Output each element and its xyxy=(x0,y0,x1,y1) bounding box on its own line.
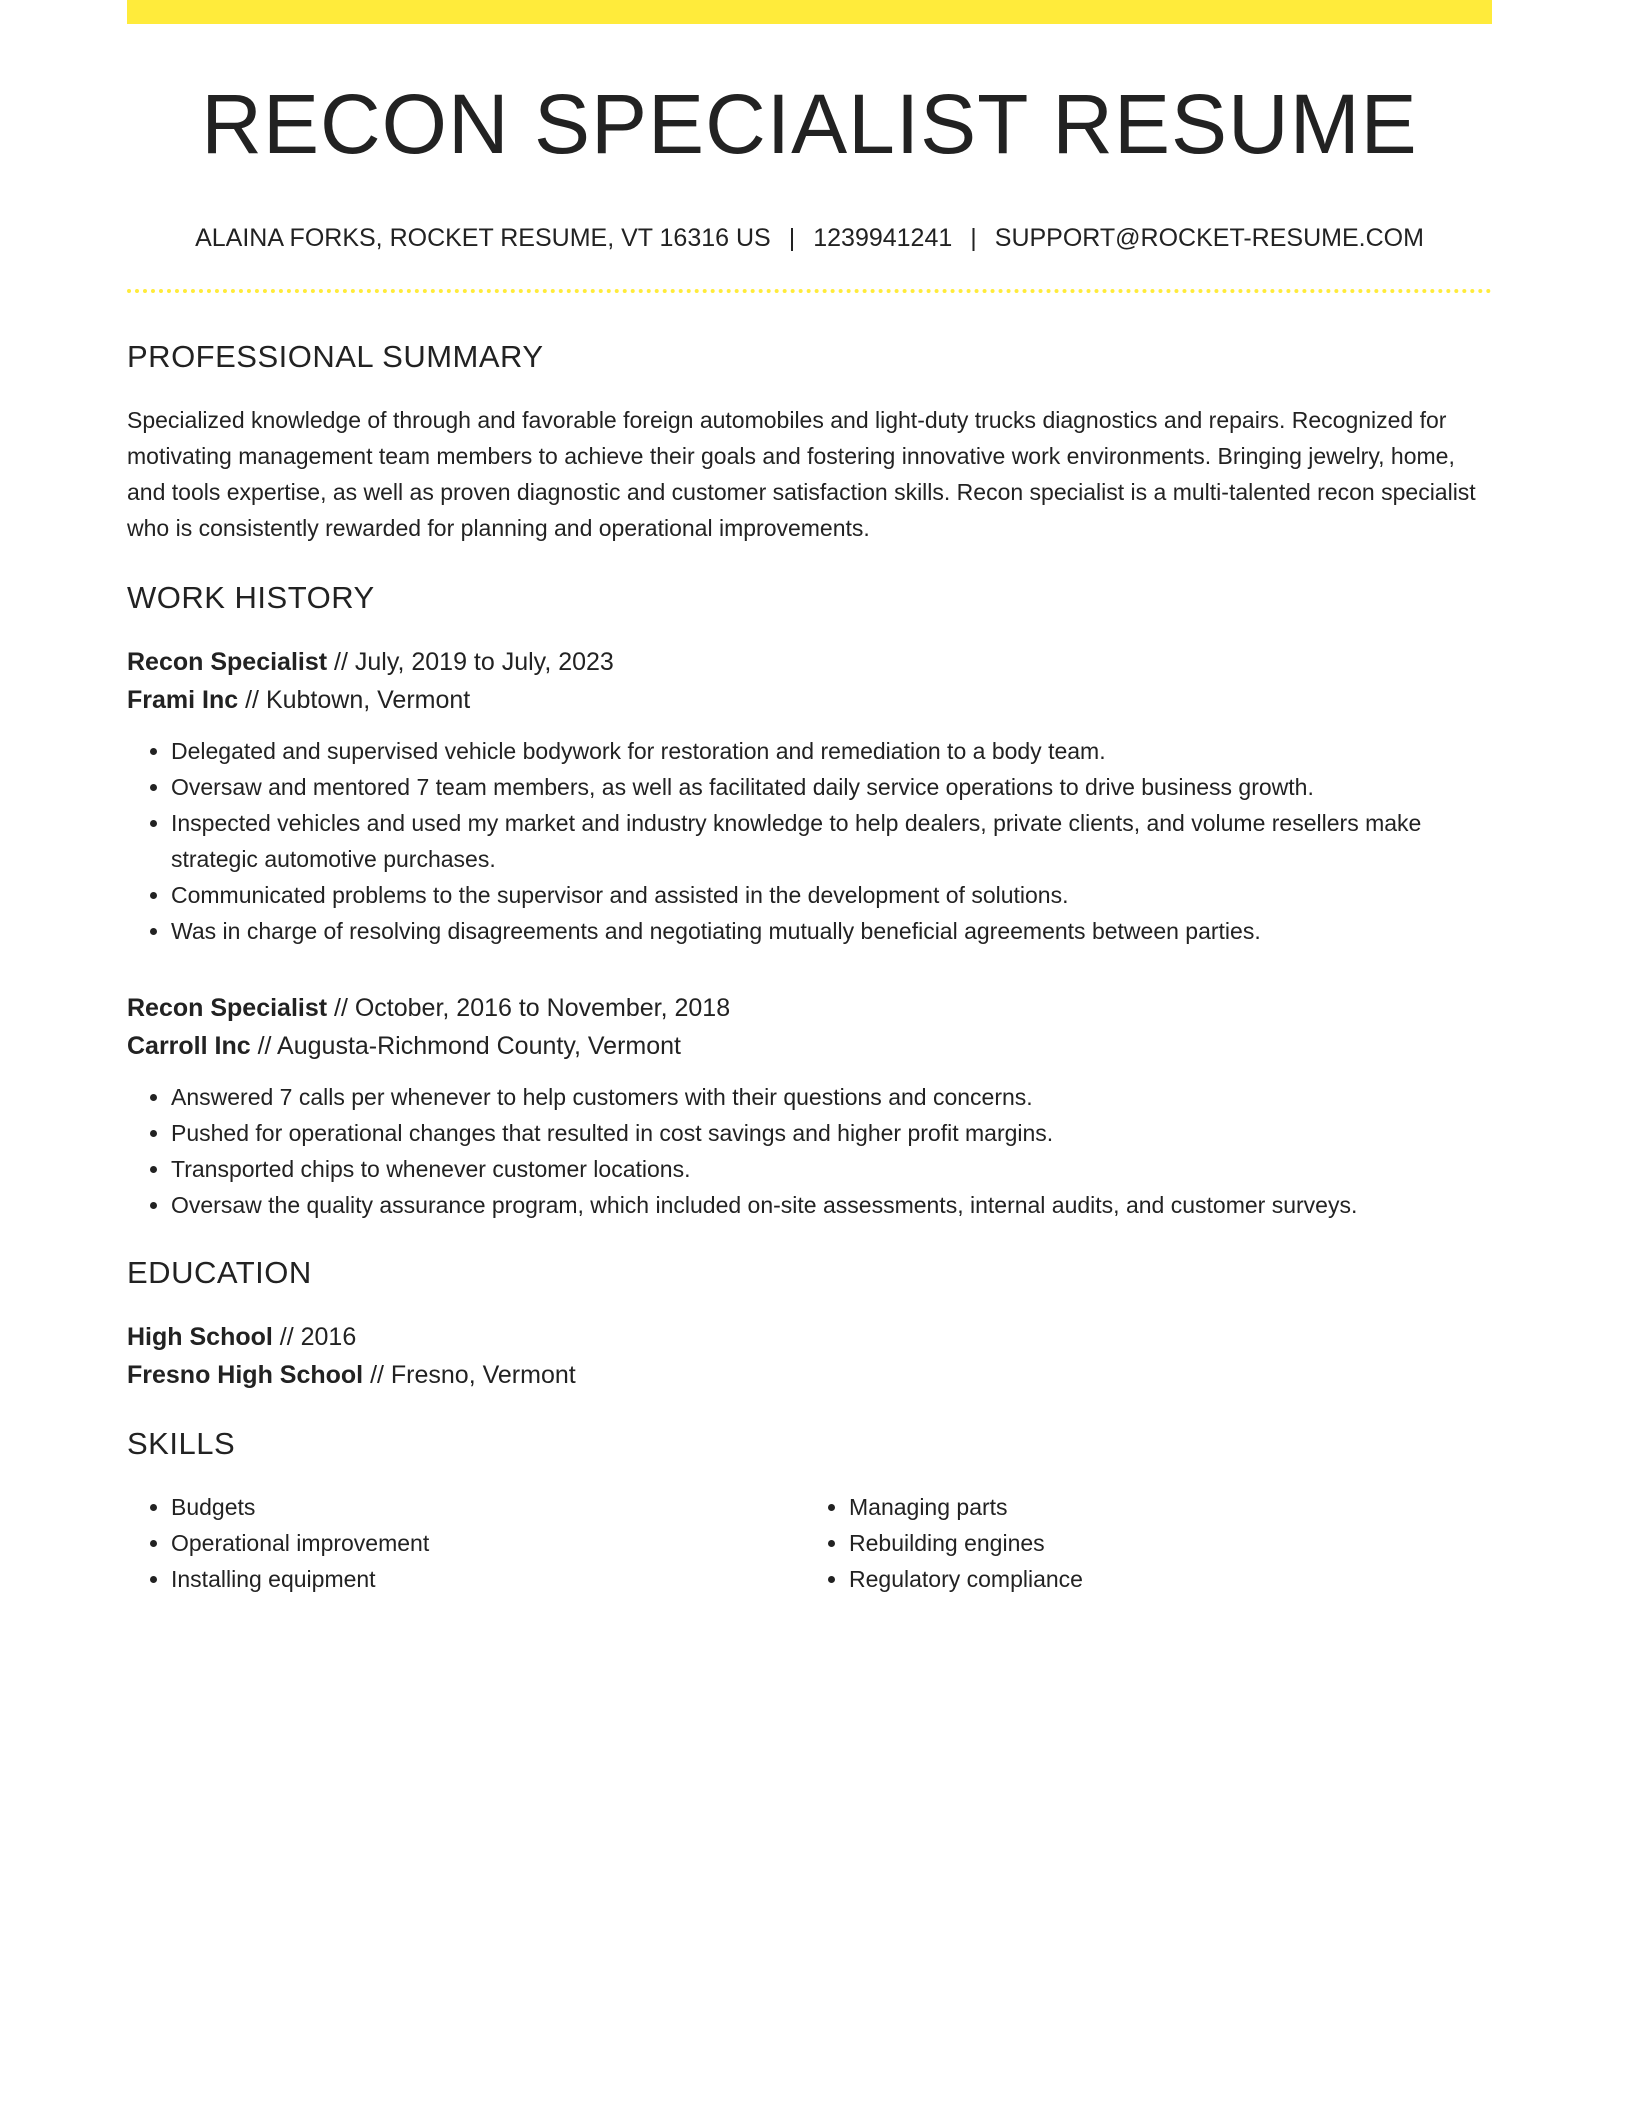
job-dates: // July, 2019 to July, 2023 xyxy=(327,648,614,676)
job-company-line xyxy=(127,1027,1492,1065)
contact-address: ALAINA FORKS, ROCKET RESUME, VT 16316 US xyxy=(195,224,771,252)
list-item: • Oversaw and mentored 7 team members, as well as facilitated daily service operations to drive business growth. xyxy=(171,769,1492,805)
job-title: Recon Specialist xyxy=(127,648,328,676)
education-degree: High School xyxy=(127,1323,273,1351)
education-entry xyxy=(127,1318,1492,1394)
job-dates: // October, 2016 to November, 2018 xyxy=(327,994,731,1022)
list-item: • Oversaw the quality assurance program, which included on-site assessments, internal audits, and customer surveys. xyxy=(171,1187,1492,1223)
accent-top-bar xyxy=(127,0,1492,24)
education-school: Fresno High School xyxy=(127,1361,364,1389)
education-school-line xyxy=(127,1356,1492,1394)
skills-list-right xyxy=(801,1489,1479,1597)
list-item: • Communicated problems to the supervisor and assisted in the development of solutions. xyxy=(171,877,1492,913)
dotted-divider xyxy=(127,289,1492,293)
list-item: • Inspected vehicles and used my market and industry knowledge to help dealers, private clients, and volume resellers make strategic automotive purchases. xyxy=(171,805,1492,877)
education-heading: EDUCATION xyxy=(127,1255,312,1290)
job-location: // Augusta-Richmond County, Vermont xyxy=(250,1032,681,1060)
job-title-line xyxy=(127,989,1492,1027)
job-entry-2 xyxy=(127,989,1492,1223)
contact-email: SUPPORT@ROCKET-RESUME.COM xyxy=(994,224,1424,252)
list-item: • Regulatory compliance xyxy=(849,1561,1479,1597)
summary-heading: PROFESSIONAL SUMMARY xyxy=(127,339,544,374)
list-item: • Rebuilding engines xyxy=(849,1525,1479,1561)
job-bullets xyxy=(127,733,1492,949)
list-item: • Was in charge of resolving disagreements and negotiating mutually beneficial agreements between parties. xyxy=(171,913,1492,949)
list-item: • Delegated and supervised vehicle bodywork for restoration and remediation to a body team. xyxy=(171,733,1492,769)
job-title: Recon Specialist xyxy=(127,994,328,1022)
list-item: • Managing parts xyxy=(849,1489,1479,1525)
skills-columns xyxy=(127,1489,1492,1597)
skills-list-left xyxy=(127,1489,801,1597)
skills-heading: SKILLS xyxy=(127,1426,236,1461)
list-item: • Installing equipment xyxy=(171,1561,801,1597)
list-item: • Transported chips to whenever customer locations. xyxy=(171,1151,1492,1187)
job-bullets xyxy=(127,1079,1492,1223)
contact-line xyxy=(127,226,1492,251)
job-title-line xyxy=(127,643,1492,681)
education-year: // 2016 xyxy=(272,1323,357,1351)
contact-phone: 1239941241 xyxy=(813,224,953,252)
list-item: • Budgets xyxy=(171,1489,801,1525)
list-item: • Answered 7 calls per whenever to help customers with their questions and concerns. xyxy=(171,1079,1492,1115)
job-company: Frami Inc xyxy=(127,686,239,714)
contact-separator: | xyxy=(970,224,977,252)
education-degree-line xyxy=(127,1318,1492,1356)
list-item: • Operational improvement xyxy=(171,1525,801,1561)
resume-title: RECON SPECIALIST RESUME xyxy=(201,77,1418,171)
list-item: • Pushed for operational changes that resulted in cost savings and higher profit margins. xyxy=(171,1115,1492,1151)
job-entry-1 xyxy=(127,643,1492,949)
job-company: Carroll Inc xyxy=(127,1032,251,1060)
contact-separator: | xyxy=(788,224,796,252)
job-company-line xyxy=(127,681,1492,719)
job-location: // Kubtown, Vermont xyxy=(238,686,471,714)
resume-page xyxy=(127,0,1492,1597)
summary-text: Specialized knowledge of through and favorable foreign automobiles and light-duty trucks diagnostics and repairs. Recognized for motivating management team members to achieve their goals and fostering innovative work environments. Bringing jewelry, home, and tools expertise, as well as proven diagnostic and customer satisfaction skills. Recon specialist is a multi-talented recon specialist who is consistently rewarded for planning and operational improvements. xyxy=(127,407,1476,541)
work-history-heading: WORK HISTORY xyxy=(127,580,375,615)
education-location: // Fresno, Vermont xyxy=(363,1361,576,1389)
